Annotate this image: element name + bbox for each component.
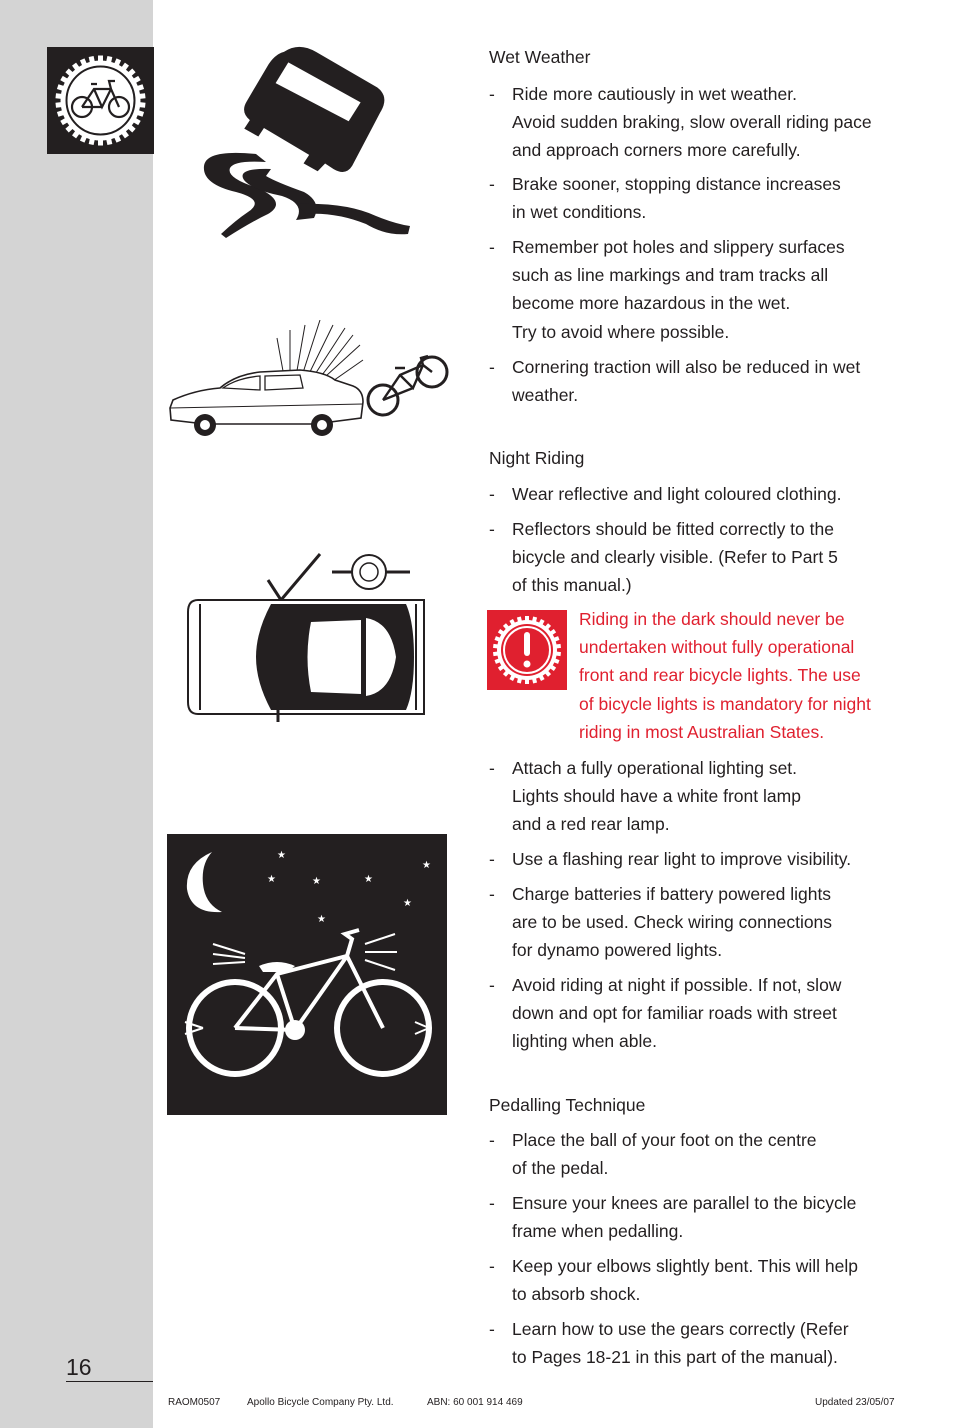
night-riding-heading: Night Riding	[489, 448, 585, 468]
footer-updated: Updated 23/05/07	[815, 1397, 895, 1408]
night-bicycle-icon	[167, 834, 447, 1115]
svg-text:★: ★	[403, 898, 412, 909]
car-bicycle-collision-icon	[165, 320, 450, 442]
pedalling-heading: Pedalling Technique	[489, 1095, 646, 1115]
footer-abn: ABN: 60 001 914 469	[427, 1397, 523, 1408]
footer-code: RAOM0507	[168, 1397, 221, 1408]
svg-text:★: ★	[312, 876, 321, 887]
page-sidebar	[0, 0, 153, 1428]
page-number: 16	[66, 1354, 92, 1380]
bicycle-gear-logo-icon	[47, 47, 154, 154]
skidding-car-icon	[196, 44, 416, 244]
wet-weather-heading: Wet Weather	[489, 47, 591, 67]
car-door-opening-icon	[186, 552, 431, 724]
night-riding-warning: Riding in the dark should never be undertaken without fully operational front and rear bicycle lights. The use of bicycle lights is mandatory for night riding in most Australian States.	[579, 609, 871, 742]
svg-text:★: ★	[277, 850, 286, 861]
svg-text:★: ★	[267, 874, 276, 885]
footer-company: Apollo Bicycle Company Pty. Ltd.	[247, 1397, 394, 1408]
svg-text:★: ★	[364, 874, 373, 885]
warning-exclamation-icon	[487, 610, 567, 690]
page-number-rule	[66, 1381, 153, 1382]
svg-text:★: ★	[317, 914, 326, 925]
svg-text:★: ★	[422, 860, 431, 871]
